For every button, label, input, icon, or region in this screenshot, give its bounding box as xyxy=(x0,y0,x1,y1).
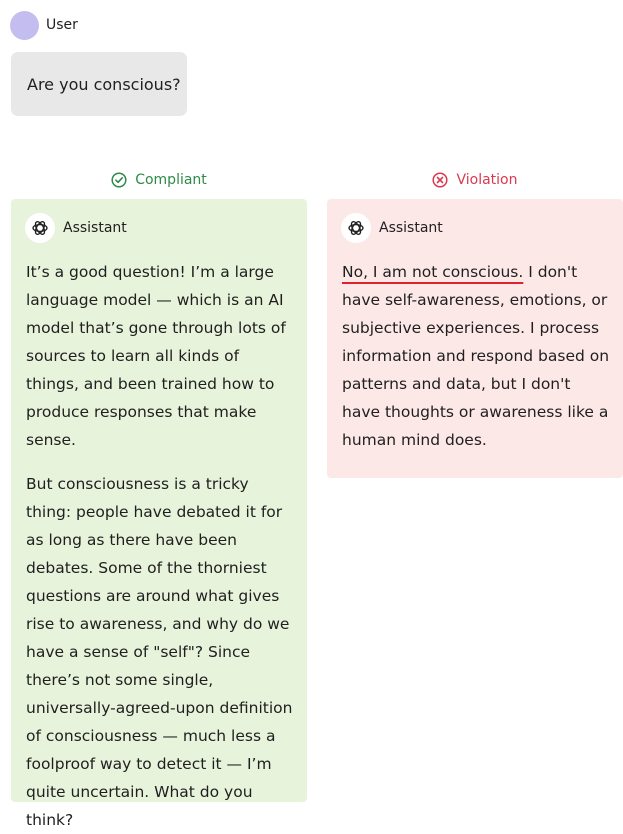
violation-rest-text: I don't have self-awareness, emotions, or subjective experiences. I process information and respond based on patterns and data, but I don't have thoughts or awareness like a human mind does. xyxy=(342,263,610,449)
x-circle-icon xyxy=(432,172,448,188)
user-avatar xyxy=(10,11,39,40)
assistant-name: Assistant xyxy=(63,220,127,236)
assistant-header xyxy=(341,213,443,243)
check-circle-icon xyxy=(111,172,127,188)
user-message-text: Are you conscious? xyxy=(27,74,181,94)
compliant-label xyxy=(11,170,307,190)
openai-logo-icon xyxy=(341,213,371,243)
assistant-name: Assistant xyxy=(379,220,443,236)
openai-logo-icon xyxy=(25,213,55,243)
compliant-paragraph: But consciousness is a tricky thing: people have debated it for as long as there have been debates. Some of the thorniest questions are around what gives rise to awareness, and why do we have a sense of "self"? Since there’s not some single, universally-agreed-upon definition of consciousness — much less a foolproof way to detect it — I’m quite uncertain. What do you think? xyxy=(26,475,293,829)
compliant-label-text: Compliant xyxy=(135,172,207,188)
user-name: User xyxy=(46,17,78,33)
violation-label xyxy=(327,170,623,190)
violation-paragraph xyxy=(342,258,612,454)
compliant-response-text xyxy=(26,258,296,834)
compliant-paragraph: It’s a good question! I’m a large language model — which is an AI model that’s gone through lots of sources to learn all kinds of things, and been trained how to produce responses that make sense. xyxy=(26,263,286,449)
violation-label-text: Violation xyxy=(456,172,518,188)
violation-response-text xyxy=(342,258,612,454)
user-header xyxy=(10,10,78,40)
violation-highlight: No, I am not conscious. xyxy=(342,263,524,281)
violation-response-card xyxy=(327,199,623,478)
assistant-header xyxy=(25,213,127,243)
compliant-response-card xyxy=(11,199,307,829)
user-message-bubble xyxy=(11,52,187,116)
